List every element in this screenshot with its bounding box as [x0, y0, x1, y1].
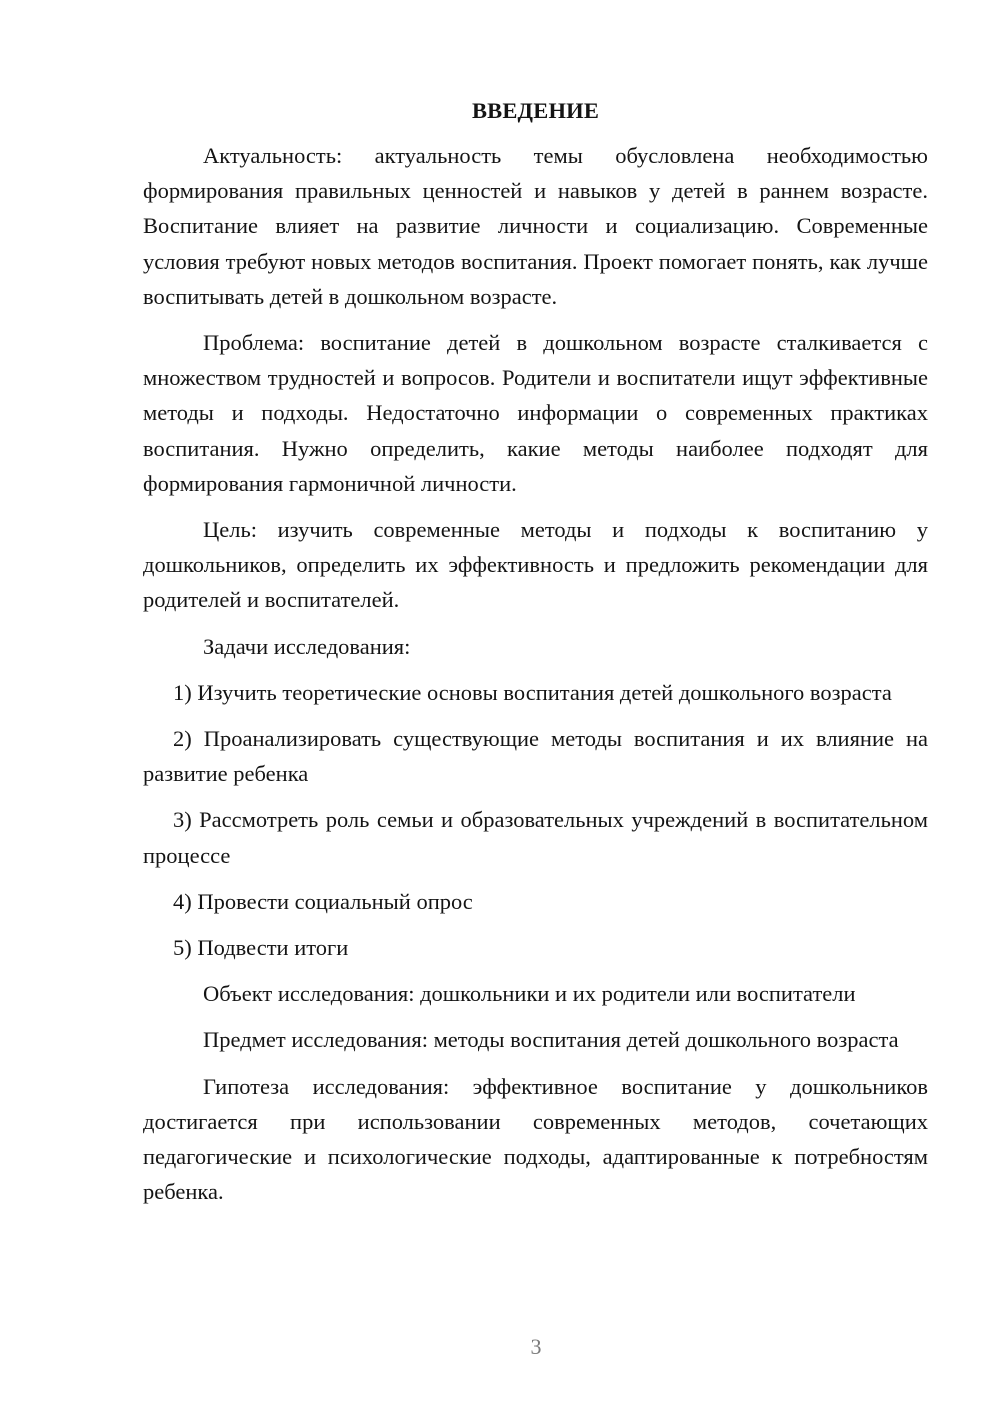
list-item: 1) Изучить теоретические основы воспитания детей дошкольного возраста [173, 679, 892, 705]
list-item: 4) Провести социальный опрос [173, 888, 473, 914]
list-item: 5) Подвести итоги [173, 935, 349, 961]
tasks-list [143, 675, 928, 965]
list-item: 2) Проанализировать существующие методы воспитания и их влияние на развитие ребенка [143, 726, 928, 787]
list-item: 3) Рассмотреть роль семьи и образовательных учреждений в воспитательном процессе [143, 807, 928, 868]
hypothesis-paragraph: Гипотеза исследования: эффективное воспитание у дошкольников достигается при использовании современных методов, сочетающих педагогические и психологические подходы, адаптированные к потребностям ребенка. [143, 1073, 928, 1205]
tasks-heading: Задачи исследования: [203, 633, 411, 659]
page-title: ВВЕДЕНИЕ [471, 98, 600, 123]
subject-paragraph: Предмет исследования: методы воспитания детей дошкольного возраста [203, 1027, 899, 1053]
page-number: 3 [530, 1334, 542, 1359]
object-paragraph: Объект исследования: дошкольники и их родители или воспитатели [203, 981, 856, 1007]
goal-paragraph: Цель: изучить современные методы и подходы к воспитанию у дошкольников, определить их эффективность и предложить рекомендации для родителей и воспитателей. [143, 517, 928, 613]
document-page [143, 96, 928, 1220]
problem-paragraph: Проблема: воспитание детей в дошкольном возрасте сталкивается с множеством трудностей и вопросов. Родители и воспитатели ищут эффективные методы и подходы. Недостаточно информации о современных практиках воспитания. Нужно определить, какие методы наиболее подходят для формирования гармоничной личности. [143, 330, 928, 496]
relevance-paragraph: Актуальность: актуальность темы обусловлена необходимостью формирования правильных ценностей и навыков у детей в раннем возрасте. Воспитание влияет на развитие личности и социализацию. Современные условия требуют новых методов воспитания. Проект помогает понять, как лучше воспитывать детей в дошкольном возрасте. [143, 143, 928, 309]
